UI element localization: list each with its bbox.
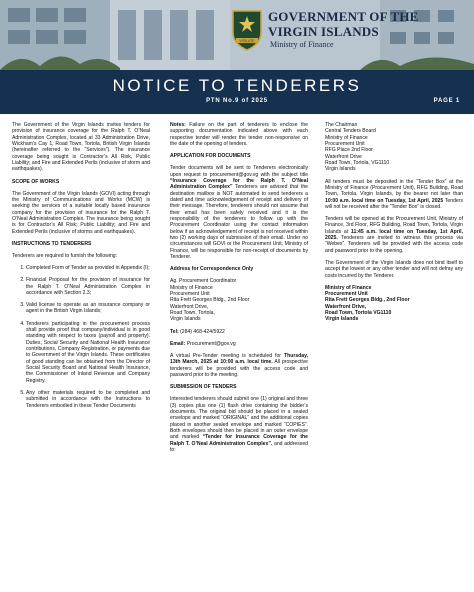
page-number: PAGE 1	[433, 98, 460, 104]
list-item: 1. Completed Form of Tender as provided in Appendix (I);	[26, 265, 150, 271]
column-1	[12, 122, 150, 415]
address-line: Road Town, Tortola, VG1110	[325, 160, 390, 167]
address-line: Rita Frett Georges Bldg., 2nd Floor	[170, 297, 250, 304]
signature-address	[325, 285, 463, 323]
opening-text-b: Tenderers are invited to witness this process via “Webex”. Tenderers will be provided with the access code and password prior to the opening.	[325, 235, 463, 254]
telephone-label: Tel:	[170, 328, 179, 335]
ministry-line: Ministry of Finance	[270, 40, 334, 49]
address-line: Road Town, Tortola VG1110	[325, 310, 392, 317]
address-line: Central Tenders Board	[325, 128, 376, 135]
email-value[interactable]: Procurement@gov.vg	[185, 340, 236, 347]
instructions-intro: Tenderers are required to furnish the following:	[12, 253, 118, 260]
notice-number: PTN No.9 of 2025	[206, 98, 268, 104]
column-3	[325, 122, 463, 329]
address-line: Procurement Unit	[325, 291, 368, 298]
instructions-heading: INSTRUCTIONS TO TENDERERS	[12, 240, 92, 247]
government-line-1: GOVERNMENT OF THE	[268, 9, 419, 24]
government-line-2: VIRGIN ISLANDS	[268, 24, 379, 39]
application-text-b: Tenderers are advised that the destination mailbox is NOT automated to send tenderers a dated and time acknowledgement of receipt and delivery of their message. Therefore, tenderers should not assume that their email has been safely received and it is the responsibility of the tenderers to follow up with the Procurement Coordinator using the contact information below if an acknowledgement of receipt is not received within two (2) working days of submission of their email. Under no circumstances will GOVI or the Procurement Unit, Ministry of Finance, will be responsible for non-receipt of documents by Tenderer.	[170, 184, 308, 261]
submission-heading: SUBMISSION OF TENDERS	[170, 384, 237, 391]
intro-paragraph: The Government of the Virgin Islands invites tenders for provision of insurance coverage for the Ralph T. O’Neal Administration Complex, located at 33 Administration Drive, Wickham’s Cay 1, Road Town, Tortola, British Virgin Islands (hereinafter referred to the “Services”). The insurance coverage being sought is Contractor’s All Risk, Public Liability; and Fire and Extended Perils (inclusive of storm and earthquakes).	[12, 122, 150, 173]
address-heading: Address for Correspondence Only	[170, 266, 254, 273]
scope-heading: SCOPE OF WORKS	[12, 178, 60, 185]
telephone-value: (284) 468-424/5922	[178, 328, 225, 335]
opening-paragraph	[325, 216, 463, 254]
column-2	[170, 122, 308, 459]
submission-marking: “Tender for Insurance Coverage for the Ralph T. O’Neal Administration Complex”.	[170, 434, 308, 447]
address-line: Road Town, Tortola,	[170, 310, 215, 317]
address-line: Waterfront Drive	[325, 153, 362, 160]
address-line: Procurement Unit	[170, 291, 210, 298]
deposit-deadline: 10:00 a.m. local time on Tuesday, 1st April, 2025	[325, 197, 444, 204]
board-address	[325, 122, 463, 173]
notice-title: NOTICE TO TENDERERS	[112, 76, 362, 95]
list-item: 5. Any other materials required to be completed and submitted in accordance with the Instructions to Tenderers embodied in these Tender Documents	[26, 390, 150, 409]
government-wordmark	[230, 8, 419, 58]
address-line: Waterfront Drive,	[170, 303, 209, 310]
application-subject: “Insurance Coverage for the Ralph T. O’Neal Administration Complex”	[170, 178, 308, 191]
address-line: Virgin Islands	[170, 316, 201, 323]
application-paragraph	[170, 165, 308, 260]
address-line: RFG Place 2nd Floor	[325, 147, 373, 154]
requirements-list	[12, 265, 150, 409]
address-line: Rita Frett Georges Bldg., 2nd Floor	[325, 297, 410, 304]
address-line: Ministry of Finance	[170, 284, 213, 291]
address-line: Waterfront Drive,	[325, 303, 367, 310]
telephone-line	[170, 329, 308, 335]
opening-time: 11:45 a.m. local time on Tuesday, 1st April, 2025.	[325, 228, 464, 242]
address-line: Virgin Islands	[325, 316, 359, 323]
pretender-date: Thursday, 13th March, 2025 at 10:00 a.m. local time.	[170, 352, 308, 366]
deposit-text-b: Tenders will not be received after the “Tender Box” is closed.	[325, 197, 463, 210]
crest-icon	[230, 8, 264, 52]
title-bar	[0, 70, 474, 114]
pretender-text-b: All prospective tenderers will be provided with the access code and password prior to the meeting.	[170, 359, 308, 378]
list-item: 4. Tenderers participating in the procurement process shall provide proof that company/individual is in good standing with respect to taxes (payroll and property). Duties, Social Security and National Health Insurance contributions, Company Registration, or payments due to Government of the Virgin Islands. These certificates of good standing can be obtained from the Director of Social Security Board and National Health Insurance, the Commissioner of Inland Revenue and Company Registry.	[26, 321, 150, 384]
deposit-paragraph	[325, 179, 463, 211]
address-line: Ministry of Finance	[325, 134, 368, 141]
deposit-text-a: All tenders must be deposited in the “Tender Box” at the Ministry of Finance (Procurement Unit), RFG Building, Road Town, Tortola, Virgin Islands, by the bearer not later than	[325, 178, 463, 198]
list-item: 2. Financial Proposal for the provision of insurance for the Ralph T. O’Neal Administration Complex in accordance with Section 2.3;	[26, 277, 150, 296]
crest-motto: VIGILATE	[239, 39, 255, 43]
opening-text-a: Tenders will be opened at the Procurement Unit, Ministry of Finance, 3rd Floor, RFG Building, Road Town, Tortola, Virgin Islands at	[325, 216, 463, 235]
notes-paragraph	[170, 122, 308, 147]
notes-label: Notes:	[170, 122, 186, 128]
notes-text: Failure on the part of tenderers to enclose the supporting documentation indicated above with each respective tender will render the tender non-responsive on the date of the opening of tenders.	[170, 122, 308, 148]
pretender-paragraph	[170, 353, 308, 378]
address-line: Ag. Procurement Coordinator	[170, 278, 237, 285]
email-line	[170, 341, 308, 347]
list-item: 3. Valid license to operate as an insurance company or agent in the British Virgin Islands;	[26, 302, 150, 315]
address-line: The Chairman	[325, 122, 358, 128]
application-text-a: Tender documents will be sent to Tenderers electronically upon request to procurement@gov.vg with the subject title	[170, 165, 308, 178]
pretender-text-a: A virtual Pre-Tender meeting is scheduled for	[170, 352, 285, 359]
submission-text-a: Interested tenderers should submit one (1) original and three (3) copies plus one (1) flash drive containing the bidder’s documents. The original bid should be placed in a sealed envelope and marked “ORIGINAL” and the additional copies placed in another sealed envelope and marked “COPIES”. Both envelopes should then be placed in an outer envelope and marked	[170, 396, 308, 441]
scope-paragraph: The Government of the Virgin Islands (GOVI) acting through the Ministry of Communications and Works (MCW) is seeking the services of a suitable locally based insurance company for the provision of insurance for the Ralph T. O’Neal Administration Complex. The insurance being sought is for Contractor’s All Risk; Public Liability; and Fire and Extended Perils (inclusive of storms and earthquakes).	[12, 190, 150, 235]
address-line: Virgin Islands	[325, 166, 356, 173]
govi-paragraph: The Government of the Virgin Islands does not bind itself to accept the lowest or any other tender and will not defray any costs incurred by the Tenderer.	[325, 259, 463, 279]
address-line: Procurement Unit	[325, 141, 365, 148]
address-line: Ministry of Finance	[325, 284, 372, 291]
correspondence-address	[170, 278, 308, 322]
submission-text-b: and addressed to:	[170, 440, 308, 453]
application-heading: APPLICATION FOR DOCUMENTS	[170, 153, 251, 160]
submission-paragraph	[170, 396, 308, 453]
email-label: Email:	[170, 340, 186, 347]
